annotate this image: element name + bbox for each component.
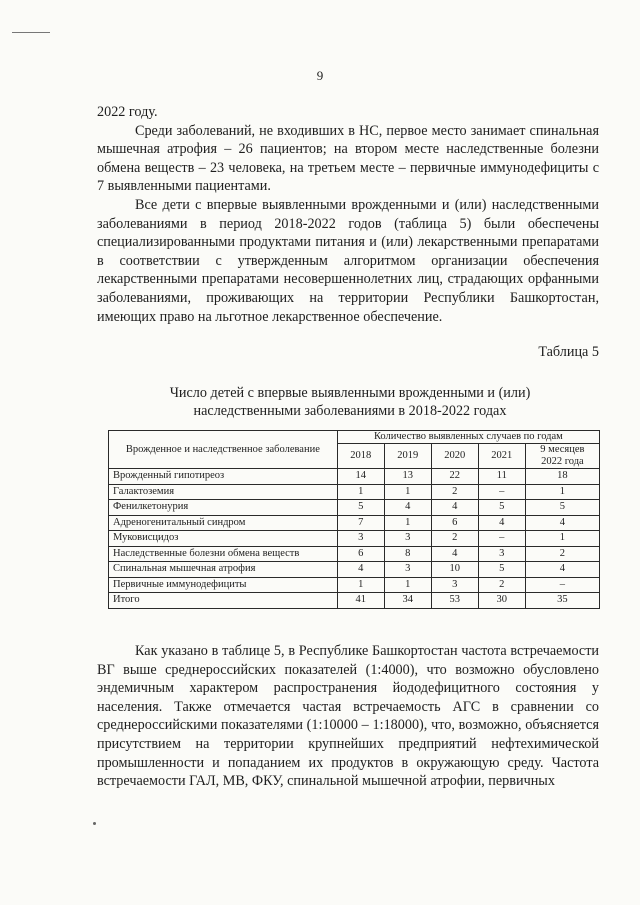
- case-count: 3: [431, 577, 478, 593]
- table-row: [109, 484, 600, 500]
- header-year-2019: 2019: [384, 444, 431, 469]
- page-number: 9: [316, 68, 324, 83]
- case-count: 3: [478, 546, 525, 562]
- disease-name: Спинальная мышечная атрофия: [109, 562, 338, 578]
- case-count: 6: [431, 515, 478, 531]
- case-count: 4: [431, 500, 478, 516]
- table-row: [109, 593, 600, 609]
- case-count: 53: [431, 593, 478, 609]
- disease-name: Врожденный гипотиреоз: [109, 469, 338, 485]
- disease-name: Фенилкетонурия: [109, 500, 338, 516]
- case-count: 3: [337, 531, 384, 547]
- body-text-top: [97, 103, 599, 326]
- table-row: [109, 500, 600, 516]
- case-count: 2: [431, 531, 478, 547]
- table-row: [109, 531, 600, 547]
- header-year-2018: 2018: [337, 444, 384, 469]
- header-year-2022-9m: 9 месяцев 2022 года: [525, 444, 599, 469]
- case-count: 7: [337, 515, 384, 531]
- cases-table: [108, 430, 600, 609]
- case-count: 8: [384, 546, 431, 562]
- header-disease: Врожденное и наследственное заболевание: [109, 431, 338, 469]
- table-caption-line-1: Число детей с впервые выявленными врожденными и (или): [169, 385, 531, 401]
- scan-speck: [93, 822, 96, 825]
- disease-name: Галактоземия: [109, 484, 338, 500]
- case-count: 41: [337, 593, 384, 609]
- case-count: 34: [384, 593, 431, 609]
- case-count: 1: [384, 515, 431, 531]
- case-count: 1: [525, 531, 599, 547]
- table-row: [109, 546, 600, 562]
- case-count: 1: [384, 484, 431, 500]
- case-count: 5: [525, 500, 599, 516]
- table-row: [109, 515, 600, 531]
- case-count: 13: [384, 469, 431, 485]
- disease-name: Муковисцидоз: [109, 531, 338, 547]
- case-count: –: [478, 531, 525, 547]
- body-text-bottom: [97, 642, 599, 791]
- case-count: 2: [525, 546, 599, 562]
- case-count: 5: [478, 562, 525, 578]
- case-count: 6: [337, 546, 384, 562]
- case-count: 2: [431, 484, 478, 500]
- case-count: 18: [525, 469, 599, 485]
- paragraph-diseases-ranking: Среди заболеваний, не входивших в НС, первое место занимает спинальная мышечная атрофия – 26 пациентов; на втором месте наследственные болезни обмена веществ – 23 человека, на третьем месте – первичные иммунодефициты с 7 выявленными пациентами.: [97, 122, 599, 195]
- paragraph-provision: Все дети с впервые выявленными врожденными и (или) наследственными заболеваниями в период 2018-2022 годов (таблица 5) были обеспечены специализированными продуктами питания и (или) лекарственными препаратами в соответствии с утвержденным алгоритмом организации обеспечения лекарственными препаратами несовершеннолетних лиц, страдающих орфанными заболеваниями, проживающих на территории Республики Башкортостан, имеющих право на льготное лекарственное обеспечение.: [97, 196, 599, 325]
- case-count: 4: [337, 562, 384, 578]
- case-count: 5: [478, 500, 525, 516]
- case-count: 10: [431, 562, 478, 578]
- case-count: 22: [431, 469, 478, 485]
- case-count: 1: [337, 484, 384, 500]
- disease-name: Наследственные болезни обмена веществ: [109, 546, 338, 562]
- case-count: 30: [478, 593, 525, 609]
- case-count: 1: [525, 484, 599, 500]
- table-row: [109, 562, 600, 578]
- case-count: 35: [525, 593, 599, 609]
- case-count: 2: [478, 577, 525, 593]
- case-count: 4: [525, 515, 599, 531]
- scan-mark: [12, 32, 50, 33]
- case-count: 3: [384, 531, 431, 547]
- header-cases-by-year: Количество выявленных случаев по годам: [337, 431, 599, 444]
- case-count: 4: [525, 562, 599, 578]
- case-count: 1: [337, 577, 384, 593]
- table-row: [109, 469, 600, 485]
- paragraph-analysis: Как указано в таблице 5, в Республике Башкортостан частота встречаемости ВГ выше среднероссийских показателей (1:4000), что возможно обусловлено эндемичным характером распространения йододефицитного состояния у населения. Также отмечается частая встречаемость АГС в сравнении со среднероссийскими показателями (1:10000 – 1:18000), что, возможно, объясняется присутствием на территории крупнейших предприятий нефтехимической промышленности и попаданием их продуктов в окружающую среду. Частота встречаемости ГАЛ, МВ, ФКУ, спинальной мышечной атрофии, первичных: [97, 643, 599, 790]
- table-label: Таблица 5: [538, 344, 599, 360]
- disease-name: Итого: [109, 593, 338, 609]
- case-count: 4: [384, 500, 431, 516]
- table-row: [109, 577, 600, 593]
- disease-name: Адреногенитальный синдром: [109, 515, 338, 531]
- case-count: 3: [384, 562, 431, 578]
- case-count: 14: [337, 469, 384, 485]
- table-caption: [150, 384, 550, 420]
- disease-name: Первичные иммунодефициты: [109, 577, 338, 593]
- case-count: 11: [478, 469, 525, 485]
- header-year-2020: 2020: [431, 444, 478, 469]
- case-count: 1: [384, 577, 431, 593]
- table-caption-line-2: наследственными заболеваниями в 2018-2022 годах: [193, 403, 507, 419]
- case-count: –: [478, 484, 525, 500]
- case-count: 4: [431, 546, 478, 562]
- case-count: –: [525, 577, 599, 593]
- paragraph-continuation: 2022 году.: [97, 104, 158, 120]
- header-year-2021: 2021: [478, 444, 525, 469]
- case-count: 5: [337, 500, 384, 516]
- case-count: 4: [478, 515, 525, 531]
